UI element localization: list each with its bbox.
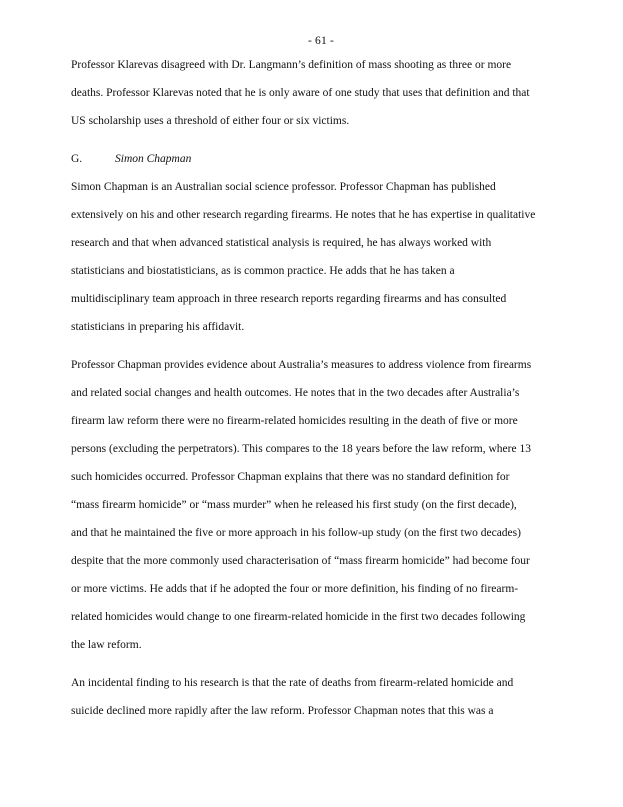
text-line: such homicides occurred. Professor Chapman explains that there was no standard definition for — [71, 471, 510, 483]
paragraph — [71, 351, 571, 659]
document-content — [71, 31, 571, 735]
text-line: the law reform. — [71, 639, 142, 651]
text-line: suicide declined more rapidly after the law reform. Professor Chapman notes that this was a — [71, 705, 494, 717]
text-line: Simon Chapman is an Australian social science professor. Professor Chapman has published — [71, 181, 496, 193]
text-line: persons (excluding the perpetrators). This compares to the 18 years before the law reform, where 13 — [71, 443, 531, 455]
text-line: despite that the more commonly used characterisation of “mass firearm homicide” had become four — [71, 555, 530, 567]
paragraph — [71, 173, 571, 341]
section-heading-title: Simon Chapman — [115, 153, 192, 165]
text-line: firearm law reform there were no firearm-related homicides resulting in the death of five or more — [71, 415, 518, 427]
section-heading — [71, 145, 571, 173]
text-line: Professor Klarevas disagreed with Dr. Langmann’s definition of mass shooting as three or more — [71, 59, 512, 71]
page-number: - 61 - — [307, 35, 335, 47]
text-line: deaths. Professor Klarevas noted that he is only aware of one study that uses that definition and that — [71, 87, 530, 99]
text-line: Professor Chapman provides evidence about Australia’s measures to address violence from firearms — [71, 359, 532, 371]
text-line: multidisciplinary team approach in three research reports regarding firearms and has consulted — [71, 293, 507, 305]
text-line: statisticians in preparing his affidavit. — [71, 321, 245, 333]
paragraph — [71, 669, 571, 725]
paragraph — [71, 51, 571, 135]
text-line: statisticians and biostatisticians, as is common practice. He adds that he has taken a — [71, 265, 455, 277]
text-line: “mass firearm homicide” or “mass murder” when he released his first study (on the first decade), — [71, 499, 517, 511]
section-heading-label: G. — [71, 153, 83, 165]
text-line: and that he maintained the five or more approach in his follow-up study (on the first two decades) — [71, 527, 521, 539]
text-line: or more victims. He adds that if he adopted the four or more definition, his finding of no firearm- — [71, 583, 519, 595]
text-line: An incidental finding to his research is that the rate of deaths from firearm-related homicide and — [71, 677, 514, 689]
text-line: research and that when advanced statistical analysis is required, he has always worked with — [71, 237, 492, 249]
text-line: extensively on his and other research regarding firearms. He notes that he has expertise in qualitative — [71, 209, 536, 221]
text-line: US scholarship uses a threshold of either four or six victims. — [71, 115, 350, 127]
text-line: and related social changes and health outcomes. He notes that in the two decades after Australia’s — [71, 387, 520, 399]
text-line: related homicides would change to one firearm-related homicide in the first two decades following — [71, 611, 526, 623]
